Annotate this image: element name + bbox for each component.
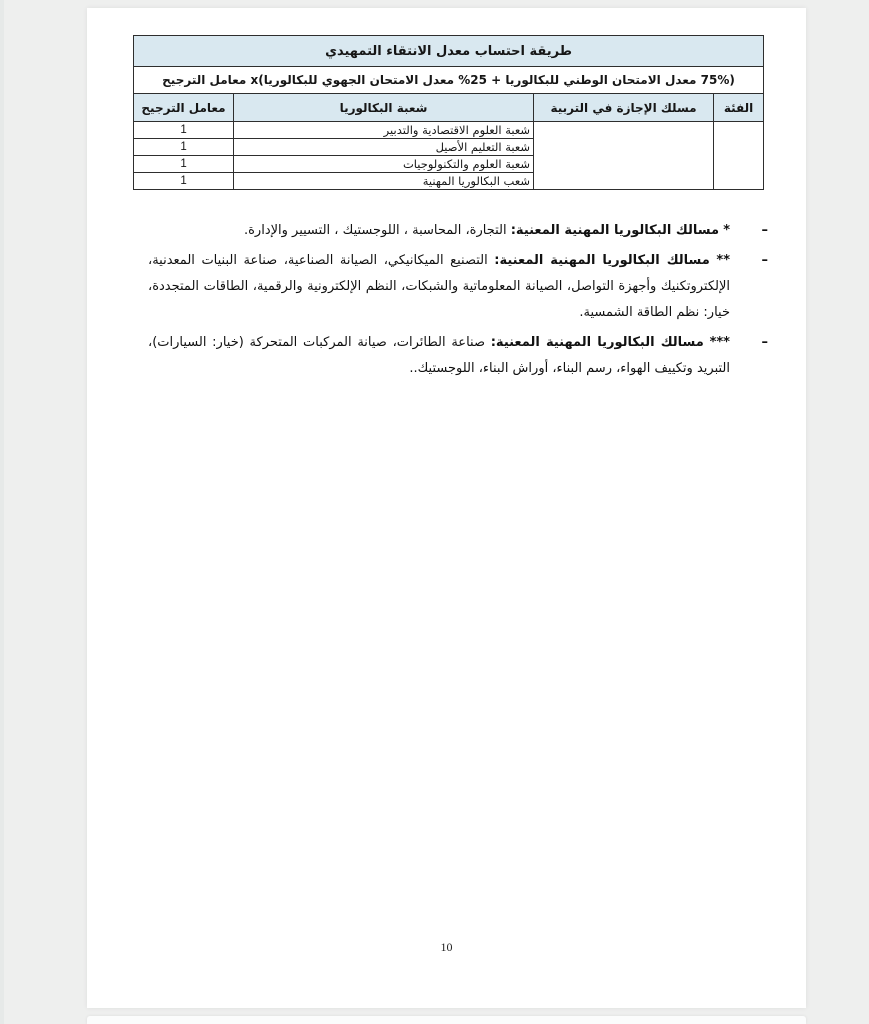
dash-marker: – xyxy=(761,335,768,350)
footnote-text: التصنيع الميكانيكي، الصيانة الصناعية، صناعة البنيات المعدنية، الإلكتروتكنيك وأجهزة التواصل، الصيانة المعلوماتية والشبكات، النظم الإلكترونية والرقمية، الطاقات المتجددة، خيار: نظم الطاقة الشمسية. xyxy=(148,253,730,320)
column-header-track: مسلك الإجازة في التربية xyxy=(534,94,714,122)
footnote-stars: ** xyxy=(716,253,731,268)
selection-formula: (75% معدل الامتحان الوطني للبكالوريا + 25% معدل الامتحان الجهوي للبكالوريا)x معامل الترجيح xyxy=(134,67,764,94)
coefficient-cell: 1 xyxy=(134,139,234,156)
footnote-label: مسالك البكالوريا المهنية المعنية: xyxy=(494,253,710,268)
document-page xyxy=(87,8,806,1008)
scan-left-edge xyxy=(0,0,4,1024)
footnote-body xyxy=(148,330,730,382)
branch-cell: شعبة التعليم الأصيل xyxy=(234,139,534,156)
footnote-stars: *** xyxy=(709,335,730,350)
footnote-body xyxy=(148,248,730,326)
footnote-stars: * xyxy=(723,223,730,238)
column-header-coefficient: معامل الترجيح xyxy=(134,94,234,122)
footnote-body xyxy=(148,218,730,244)
branch-cell: شعبة العلوم الاقتصادية والتدبير xyxy=(234,122,534,139)
dash-marker: – xyxy=(761,223,768,238)
coefficient-cell: 1 xyxy=(134,122,234,139)
track-cell-empty xyxy=(534,122,714,190)
footnote-label: مسالك البكالوريا المهنية المعنية: xyxy=(510,223,720,238)
table-title: طريقة احتساب معدل الانتقاء التمهيدي xyxy=(134,36,764,67)
footnote xyxy=(148,330,768,382)
branch-cell: شعبة العلوم والتكنولوجيات xyxy=(234,156,534,173)
table-container xyxy=(133,35,764,190)
column-header-branch: شعبة البكالوريا xyxy=(234,94,534,122)
coefficient-cell: 1 xyxy=(134,156,234,173)
footnote xyxy=(148,218,768,244)
branch-cell: شعب البكالوريا المهنية xyxy=(234,173,534,190)
footnote-text: صناعة الطائرات، صيانة المركبات المتحركة (خيار: السيارات)، التبريد وتكييف الهواء، رسم البناء، أوراش البناء، اللوجستيك.. xyxy=(148,335,730,376)
footnote xyxy=(148,248,768,326)
column-header-category: الفئة xyxy=(714,94,764,122)
category-cell-empty xyxy=(714,122,764,190)
footnote-label: مسالك البكالوريا المهنية المعنية: xyxy=(490,335,704,350)
formula-row xyxy=(134,67,764,94)
footnote-text: التجارة، المحاسبة ، اللوجستيك ، التسيير والإدارة. xyxy=(243,223,507,238)
table-header-row xyxy=(134,94,764,122)
coefficient-cell: 1 xyxy=(134,173,234,190)
next-page-edge xyxy=(87,1016,806,1024)
page-number: 10 xyxy=(440,940,453,954)
table-title-row xyxy=(134,36,764,67)
footnotes xyxy=(148,218,768,386)
table-row xyxy=(134,122,764,139)
dash-marker: – xyxy=(761,253,768,268)
selection-method-table xyxy=(133,35,764,190)
